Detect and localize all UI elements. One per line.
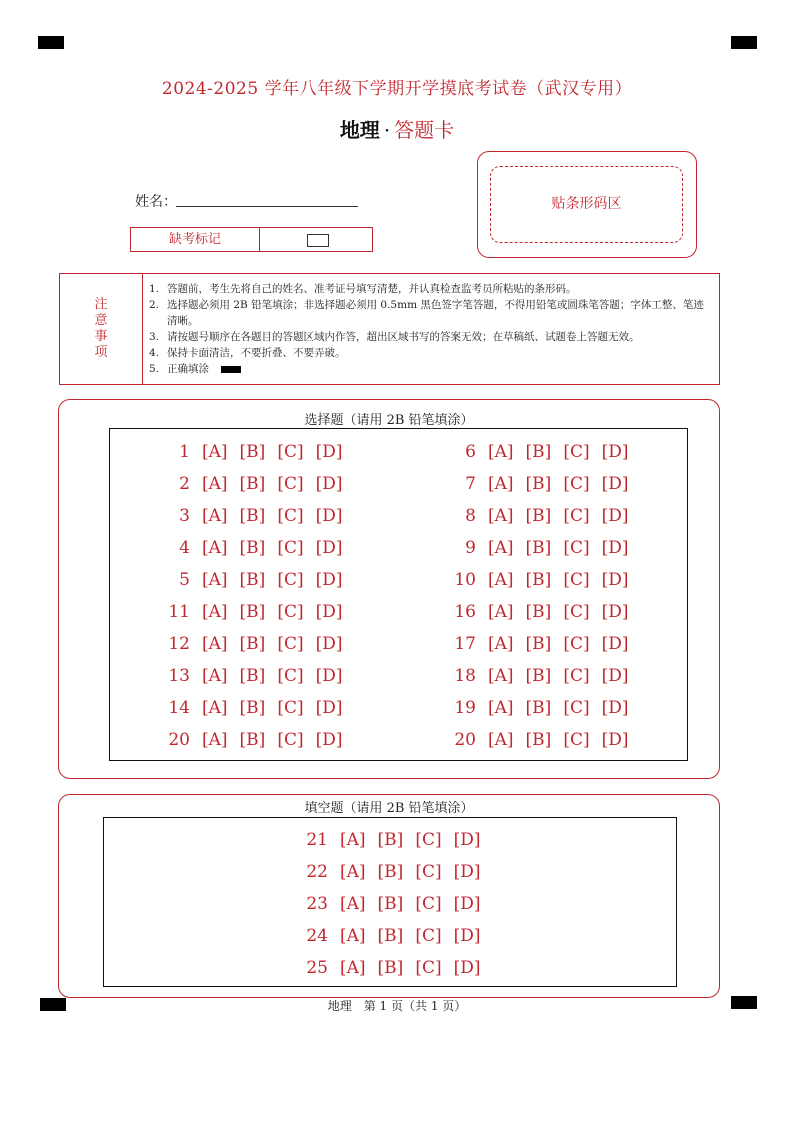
question-number: 23: [306, 894, 328, 914]
absent-mark-table: [130, 227, 373, 252]
answer-option-b[interactable]: [B]: [239, 730, 266, 750]
answer-option-b[interactable]: [B]: [377, 958, 404, 978]
answer-option-c[interactable]: [C]: [563, 506, 590, 526]
answer-option-a[interactable]: [A]: [340, 894, 366, 914]
answer-option-b[interactable]: [B]: [525, 666, 552, 686]
question-row: [160, 570, 343, 590]
answer-option-c[interactable]: [C]: [415, 830, 442, 850]
registration-mark-top-left: [38, 36, 64, 49]
answer-option-b[interactable]: [B]: [239, 602, 266, 622]
answer-option-b[interactable]: [B]: [525, 474, 552, 494]
notice-heading-char: 项: [94, 345, 108, 360]
absent-mark-label: 缺考标记: [131, 228, 260, 251]
answer-option-b[interactable]: [B]: [525, 538, 552, 558]
answer-option-d[interactable]: [D]: [315, 474, 343, 494]
answer-option-b[interactable]: [B]: [239, 570, 266, 590]
answer-option-b[interactable]: [B]: [239, 442, 266, 462]
question-row: [446, 634, 629, 654]
answer-option-c[interactable]: [C]: [563, 602, 590, 622]
question-row: [160, 730, 343, 750]
answer-option-b[interactable]: [B]: [525, 634, 552, 654]
answer-option-d[interactable]: [D]: [315, 634, 343, 654]
answer-option-a[interactable]: [A]: [340, 830, 366, 850]
question-row: [160, 474, 343, 494]
question-row: [298, 958, 481, 978]
notice-heading-char: 意: [94, 313, 108, 328]
answer-option-d[interactable]: [D]: [601, 474, 629, 494]
question-number: 25: [306, 958, 328, 978]
notice-item-text: [167, 361, 713, 377]
answer-option-d[interactable]: [D]: [453, 894, 481, 914]
question-number: 11: [168, 602, 190, 622]
answer-option-a[interactable]: [A]: [488, 730, 514, 750]
question-row: [298, 926, 481, 946]
absent-mark-cell: [260, 228, 372, 251]
question-number: 12: [168, 634, 190, 654]
answer-option-c[interactable]: [C]: [277, 730, 304, 750]
answer-option-c[interactable]: [C]: [277, 602, 304, 622]
answer-option-c[interactable]: [C]: [277, 538, 304, 558]
question-number: 1: [179, 442, 190, 462]
notice-item: [149, 329, 713, 345]
answer-option-c[interactable]: [C]: [563, 698, 590, 718]
exam-title: 2024-2025 学年八年级下学期开学摸底考试卷（武汉专用）: [161, 79, 633, 99]
notice-heading-char: 事: [94, 329, 108, 344]
answer-option-c[interactable]: [C]: [563, 570, 590, 590]
question-number: 6: [465, 442, 476, 462]
question-number: 13: [168, 666, 190, 686]
answer-option-c[interactable]: [C]: [563, 442, 590, 462]
question-number: 16: [454, 602, 476, 622]
answer-option-d[interactable]: [D]: [601, 538, 629, 558]
answer-option-d[interactable]: [D]: [315, 730, 343, 750]
question-row: [446, 442, 629, 462]
absent-mark-checkbox[interactable]: [307, 234, 329, 247]
answer-option-c[interactable]: [C]: [277, 698, 304, 718]
card-subtitle: [0, 114, 794, 143]
answer-option-c[interactable]: [C]: [277, 506, 304, 526]
notice-item-number: 2.: [149, 299, 160, 311]
answer-option-a[interactable]: [A]: [202, 602, 228, 622]
answer-option-c[interactable]: [C]: [563, 538, 590, 558]
answer-option-a[interactable]: [A]: [202, 474, 228, 494]
answer-option-a[interactable]: [A]: [202, 698, 228, 718]
answer-option-b[interactable]: [B]: [239, 698, 266, 718]
answer-option-d[interactable]: [D]: [601, 506, 629, 526]
question-number: 14: [168, 698, 190, 718]
answer-option-d[interactable]: [D]: [601, 602, 629, 622]
answer-option-d[interactable]: [D]: [315, 442, 343, 462]
answer-option-a[interactable]: [A]: [340, 862, 366, 882]
subtitle-separator: ·: [383, 118, 391, 142]
answer-option-d[interactable]: [D]: [315, 506, 343, 526]
answer-option-b[interactable]: [B]: [525, 730, 552, 750]
page-footer: 地理 第 1 页（共 1 页）: [327, 999, 467, 1013]
answer-option-c[interactable]: [C]: [277, 666, 304, 686]
answer-option-b[interactable]: [B]: [239, 634, 266, 654]
answer-option-b[interactable]: [B]: [239, 666, 266, 686]
question-row: [160, 538, 343, 558]
name-label: 姓名：: [135, 194, 177, 210]
answer-option-a[interactable]: [A]: [488, 474, 514, 494]
notice-heading: [60, 274, 143, 384]
question-row: [160, 442, 343, 462]
answer-option-b[interactable]: [B]: [377, 926, 404, 946]
answer-option-b[interactable]: [B]: [525, 602, 552, 622]
answer-option-d[interactable]: [D]: [315, 570, 343, 590]
answer-option-a[interactable]: [A]: [340, 926, 366, 946]
answer-option-c[interactable]: [C]: [415, 958, 442, 978]
notice-item: [149, 281, 713, 297]
answer-option-a[interactable]: [A]: [202, 634, 228, 654]
question-number: 24: [306, 926, 328, 946]
notice-item: [149, 345, 713, 361]
question-row: [160, 698, 343, 718]
answer-option-a[interactable]: [A]: [488, 602, 514, 622]
question-number: 9: [465, 538, 476, 558]
answer-option-a[interactable]: [A]: [488, 506, 514, 526]
notice-box: [59, 273, 720, 385]
notice-item-text: 选择题必须用 2B 铅笔填涂；非选择题必须用 0.5mm 黑色签字笔答题，不得用铅笔或圆珠笔答题；字体工整、笔迹清晰。: [167, 299, 704, 327]
answer-option-d[interactable]: [D]: [601, 634, 629, 654]
name-field[interactable]: [176, 206, 358, 207]
answer-option-d[interactable]: [D]: [601, 698, 629, 718]
question-number: 17: [454, 634, 476, 654]
question-row: [446, 602, 629, 622]
question-row: [446, 698, 629, 718]
answer-option-b[interactable]: [B]: [377, 862, 404, 882]
answer-option-d[interactable]: [D]: [315, 602, 343, 622]
question-row: [160, 634, 343, 654]
fill-section-title: 填空题（请用 2B 铅笔填涂）: [304, 801, 474, 816]
answer-option-d[interactable]: [D]: [601, 570, 629, 590]
notice-item: [149, 361, 713, 377]
answer-option-d[interactable]: [D]: [315, 666, 343, 686]
answer-option-a[interactable]: [A]: [202, 730, 228, 750]
question-row: [446, 570, 629, 590]
registration-mark-top-right: [731, 36, 757, 49]
question-row: [298, 830, 481, 850]
answer-option-a[interactable]: [A]: [488, 634, 514, 654]
answer-option-d[interactable]: [D]: [453, 958, 481, 978]
question-number: 8: [465, 506, 476, 526]
question-row: [298, 862, 481, 882]
answer-option-c[interactable]: [C]: [277, 442, 304, 462]
question-number: 22: [306, 862, 328, 882]
question-row: [446, 666, 629, 686]
notice-item-number: 3.: [149, 331, 160, 343]
answer-option-d[interactable]: [D]: [453, 830, 481, 850]
notice-heading-char: 注: [94, 297, 108, 312]
answer-option-d[interactable]: [D]: [315, 538, 343, 558]
answer-option-b[interactable]: [B]: [239, 474, 266, 494]
barcode-area: 贴条形码区: [490, 166, 683, 243]
question-number: 3: [179, 506, 190, 526]
question-number: 7: [465, 474, 476, 494]
answer-option-d[interactable]: [D]: [315, 698, 343, 718]
answer-option-a[interactable]: [A]: [202, 442, 228, 462]
answer-option-c[interactable]: [C]: [277, 570, 304, 590]
answer-option-d[interactable]: [D]: [601, 442, 629, 462]
answer-option-a[interactable]: [A]: [340, 958, 366, 978]
answer-option-a[interactable]: [A]: [488, 538, 514, 558]
notice-item-text-content: 正确填涂: [167, 363, 209, 375]
question-row: [446, 730, 629, 750]
answer-option-a[interactable]: [A]: [202, 570, 228, 590]
answer-option-c[interactable]: [C]: [563, 730, 590, 750]
answer-option-d[interactable]: [D]: [453, 926, 481, 946]
correct-fill-sample: [221, 366, 241, 373]
question-row: [160, 666, 343, 686]
question-number: 19: [454, 698, 476, 718]
answer-option-b[interactable]: [B]: [525, 570, 552, 590]
answer-option-b[interactable]: [B]: [525, 506, 552, 526]
answer-option-a[interactable]: [A]: [488, 442, 514, 462]
notice-item-text: 答题前，考生先将自己的姓名、准考证号填写清楚，并认真检查监考员所粘贴的条形码。: [167, 283, 577, 295]
answer-option-d[interactable]: [D]: [453, 862, 481, 882]
answer-option-c[interactable]: [C]: [563, 666, 590, 686]
notice-item-number: 1.: [149, 283, 160, 295]
answer-option-b[interactable]: [B]: [239, 506, 266, 526]
question-row: [446, 474, 629, 494]
answer-option-c[interactable]: [C]: [563, 634, 590, 654]
answer-option-c[interactable]: [C]: [277, 474, 304, 494]
answer-option-a[interactable]: [A]: [202, 506, 228, 526]
notice-item: [149, 297, 713, 329]
question-row: [298, 894, 481, 914]
answer-option-d[interactable]: [D]: [601, 730, 629, 750]
question-number: 20: [454, 730, 476, 750]
answer-option-c[interactable]: [C]: [415, 926, 442, 946]
question-number: 10: [454, 570, 476, 590]
answer-option-a[interactable]: [A]: [488, 570, 514, 590]
notice-item-number: 4.: [149, 347, 160, 359]
answer-option-c[interactable]: [C]: [277, 634, 304, 654]
notice-item-text: 保持卡面清洁，不要折叠、不要弄破。: [167, 347, 346, 359]
question-row: [446, 506, 629, 526]
answer-option-c[interactable]: [C]: [563, 474, 590, 494]
subject-name: 地理: [339, 118, 380, 142]
answer-option-a[interactable]: [A]: [202, 538, 228, 558]
question-number: 2: [179, 474, 190, 494]
notice-item-number: 5.: [149, 363, 160, 375]
answer-option-b[interactable]: [B]: [377, 894, 404, 914]
answer-option-b[interactable]: [B]: [525, 442, 552, 462]
question-number: 20: [168, 730, 190, 750]
question-number: 18: [454, 666, 476, 686]
question-row: [446, 538, 629, 558]
answer-option-b[interactable]: [B]: [239, 538, 266, 558]
question-row: [160, 506, 343, 526]
answer-option-b[interactable]: [B]: [525, 698, 552, 718]
question-row: [160, 602, 343, 622]
answer-option-a[interactable]: [A]: [488, 698, 514, 718]
answer-option-b[interactable]: [B]: [377, 830, 404, 850]
answer-option-d[interactable]: [D]: [601, 666, 629, 686]
question-number: 4: [179, 538, 190, 558]
answer-card-label: 答题卡: [394, 118, 455, 142]
answer-option-a[interactable]: [A]: [488, 666, 514, 686]
notice-list: [143, 274, 719, 384]
question-number: 5: [179, 570, 190, 590]
answer-option-a[interactable]: [A]: [202, 666, 228, 686]
choice-section-title: 选择题（请用 2B 铅笔填涂）: [304, 413, 474, 428]
answer-option-c[interactable]: [C]: [415, 862, 442, 882]
question-number: 21: [306, 830, 328, 850]
answer-option-c[interactable]: [C]: [415, 894, 442, 914]
notice-item-text: 请按题号顺序在各题目的答题区域内作答，超出区域书写的答案无效；在草稿纸、试题卷上答题无效。: [167, 331, 640, 343]
